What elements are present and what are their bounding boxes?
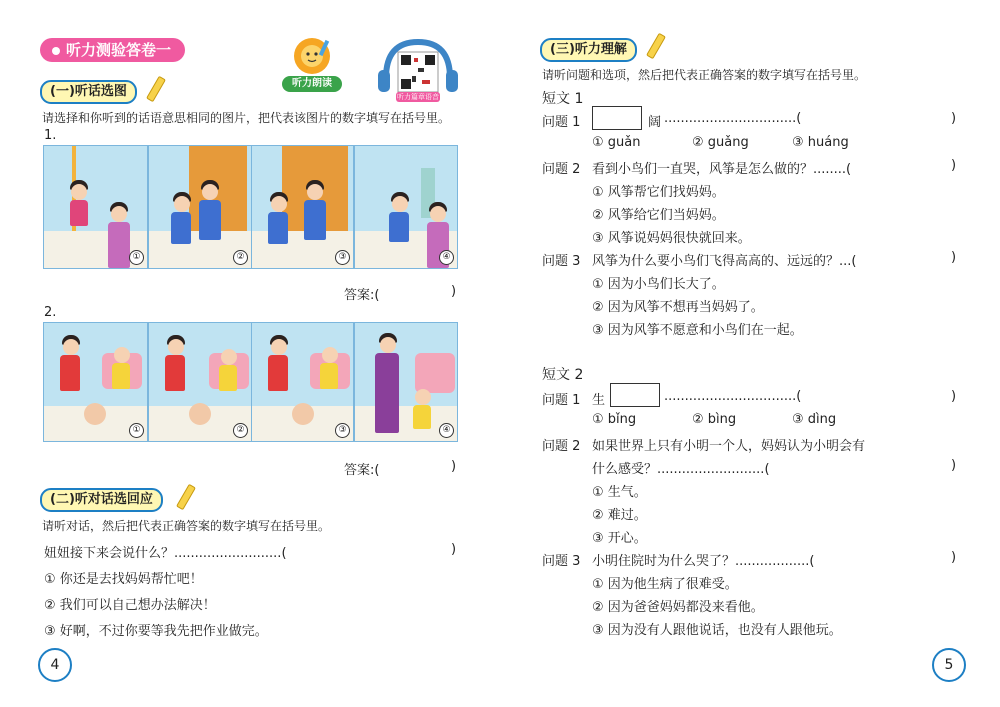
p1-q3-close: )	[951, 250, 957, 265]
p1-q3-option-2: ② 因为风筝不想再当妈妈了。	[592, 300, 764, 315]
p2-q1-option-1: ① bǐng	[592, 412, 637, 427]
section-3-instruction: 请听问题和选项，然后把代表正确答案的数字填写在括号里。	[542, 68, 867, 82]
read-aloud-badge[interactable]: 听力朗读	[282, 76, 342, 92]
q1-answer-label: 答案:(	[344, 288, 380, 303]
dialogue-question-close: )	[451, 542, 457, 557]
p2-q2-label: 问题 2	[542, 439, 581, 454]
p2-q2-close: )	[951, 458, 957, 473]
p1-q2-text: 看到小鸟们一直哭，风筝是怎么做的？........(	[592, 162, 852, 177]
q2-answer-close: )	[451, 459, 457, 474]
section-2-instruction: 请听对话，然后把代表正确答案的数字填写在括号里。	[42, 519, 331, 533]
p2-q2-text-line-2: 什么感受？..........................(	[592, 462, 770, 477]
p1-q3-option-3: ③ 因为风筝不愿意和小鸟们在一起。	[592, 323, 803, 338]
passage-1-title: 短文 1	[542, 91, 584, 107]
picture-number: ①	[129, 423, 144, 438]
p2-q1-label: 问题 1	[542, 393, 581, 408]
section-2-tag: (二)听对话选回应	[40, 488, 163, 512]
p2-q1-close: )	[951, 389, 957, 404]
p1-q2-option-1: ① 风筝帮它们找妈妈。	[592, 185, 725, 200]
p2-q1-option-3: ③ dìng	[792, 412, 837, 427]
p1-q1-option-1: ① guǎn	[592, 135, 641, 150]
q1-answer-slot[interactable]	[398, 282, 448, 300]
p1-q1-label: 问题 1	[542, 115, 581, 130]
p1-q2-option-3: ③ 风筝说妈妈很快就回来。	[592, 231, 751, 246]
dialogue-option-2: ② 我们可以自己想办法解决！	[44, 598, 216, 613]
p2-q1-dots: ................................(	[664, 389, 802, 404]
qr-caption: 听力篇章语音	[397, 93, 439, 101]
pencil-icon	[646, 33, 666, 60]
question-1-number: 1.	[44, 128, 57, 143]
p2-q3-option-1: ① 因为他生病了很难受。	[592, 577, 738, 592]
p1-q2-close: )	[951, 158, 957, 173]
page-number-right: 5	[932, 648, 966, 682]
picture-number: ③	[335, 423, 350, 438]
p1-q1-dots: ................................(	[664, 111, 802, 126]
pencil-icon	[176, 484, 196, 511]
picture-number: ④	[439, 250, 454, 265]
q2-picture-4[interactable]	[354, 322, 458, 442]
dialogue-option-3: ③ 好啊，不过你要等我先把作业做完。	[44, 624, 268, 639]
p1-q3-label: 问题 3	[542, 254, 581, 269]
q2-picture-1[interactable]	[43, 322, 148, 442]
section-3-tag: (三)听力理解	[540, 38, 637, 62]
p2-q3-option-2: ② 因为爸爸妈妈都没来看他。	[592, 600, 764, 615]
p2-q1-option-2: ② bìng	[692, 412, 737, 427]
test-title	[40, 38, 185, 62]
p1-q3-text: 风筝为什么要小鸟们飞得高高的、远远的？...(	[592, 254, 857, 269]
picture-number: ④	[439, 423, 454, 438]
page-number-left: 4	[38, 648, 72, 682]
q2-picture-2[interactable]	[148, 322, 252, 442]
p2-q1-char: 生	[592, 393, 606, 408]
p2-q2-option-3: ③ 开心。	[592, 531, 647, 546]
p1-q1-option-3: ③ huáng	[792, 135, 849, 150]
q1-picture-3[interactable]	[251, 145, 354, 269]
q1-picture-4[interactable]	[354, 145, 458, 269]
p2-q2-option-1: ① 生气。	[592, 485, 647, 500]
p1-q3-option-1: ① 因为小鸟们长大了。	[592, 277, 725, 292]
pencil-icon	[146, 76, 166, 103]
p2-q3-option-3: ③ 因为没有人跟他说话，也没有人跟他玩。	[592, 623, 842, 638]
p2-q2-option-2: ② 难过。	[592, 508, 647, 523]
p1-q2-option-2: ② 风筝给它们当妈妈。	[592, 208, 725, 223]
p2-q3-text: 小明住院时为什么哭了？..................(	[592, 554, 815, 569]
p1-q1-option-2: ② guǎng	[692, 135, 749, 150]
p2-q2-text: 如果世界上只有小明一个人，妈妈认为小明会有	[592, 439, 866, 454]
p2-q1-blank[interactable]	[610, 383, 660, 407]
p1-q1-char: 阔	[648, 115, 662, 130]
picture-number: ②	[233, 423, 248, 438]
p2-q3-close: )	[951, 550, 957, 565]
q1-answer-close: )	[451, 284, 457, 299]
p2-q3-label: 问题 3	[542, 554, 581, 569]
dialogue-question: 妞妞接下来会说什么？..........................(	[44, 546, 287, 561]
q2-answer-slot[interactable]	[398, 457, 448, 475]
q1-picture-2[interactable]	[148, 145, 252, 269]
q2-picture-3[interactable]	[251, 322, 354, 442]
p1-q1-blank[interactable]	[592, 106, 642, 130]
picture-number: ②	[233, 250, 248, 265]
section-1-tag: (一)听话选图	[40, 80, 137, 104]
p1-q1-close: )	[951, 111, 957, 126]
picture-number: ③	[335, 250, 350, 265]
picture-number: ①	[129, 250, 144, 265]
p1-q2-label: 问题 2	[542, 162, 581, 177]
q2-answer-label: 答案:(	[344, 463, 380, 478]
question-2-number: 2.	[44, 305, 57, 320]
bullet-icon	[52, 47, 60, 55]
dialogue-option-1: ① 你还是去找妈妈帮忙吧！	[44, 572, 203, 587]
test-title-text: 听力测验答卷一	[66, 41, 172, 59]
section-1-instruction: 请选择和你听到的话语意思相同的图片，把代表该图片的数字填写在括号里。	[42, 111, 451, 125]
q1-picture-1[interactable]	[43, 145, 148, 269]
passage-2-title: 短文 2	[542, 367, 584, 383]
